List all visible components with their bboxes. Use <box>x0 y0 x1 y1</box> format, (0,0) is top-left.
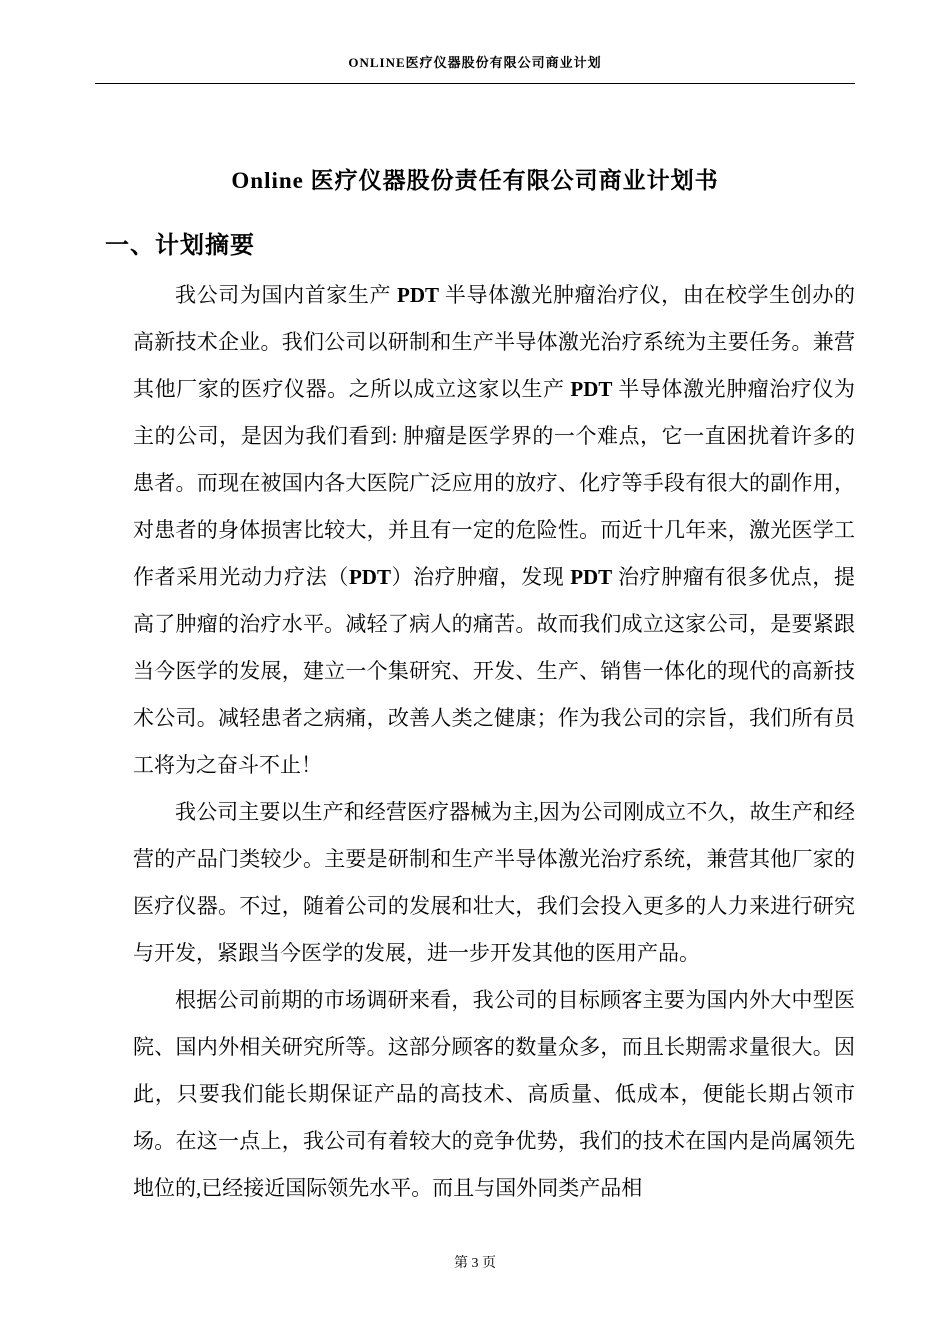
paragraph <box>133 272 855 789</box>
document-title: Online 医疗仪器股份责任有限公司商业计划书 <box>231 168 719 193</box>
text-run: 治疗肿瘤有很多优点，提高了肿瘤的治疗水平。减轻了病人的痛苦。故而我们成立这家公司，是要紧跟当今医学的发展，建立一个集研究、开发、生产、销售一体化的现代的高新技术公司。减轻患者之病痛，改善人类之健康；作为我公司的宗旨，我们所有员工将为之奋斗不止！ <box>133 565 856 777</box>
body-paragraphs <box>95 272 855 1212</box>
bold-text-run: PDT <box>570 565 613 589</box>
section-heading: 一、计划摘要 <box>105 232 255 259</box>
paragraph <box>133 789 855 977</box>
text-run: 半导体激光肿瘤治疗仪，由在校学生创办的高新技术企业。我们公司以研制和生产半导体激光治疗系统为主要任务。兼营其他厂家的医疗仪器。之所以成立这家以生产 <box>133 283 856 401</box>
text-run: 我公司主要以生产和经营医疗器械为主,因为公司刚成立不久，故生产和经营的产品门类较少。主要是研制和生产半导体激光治疗系统，兼营其他厂家的医疗仪器。不过，随着公司的发展和壮大，我们会投入更多的人力来进行研究与开发，紧跟当今医学的发展，进一步开发其他的医用产品。 <box>133 800 855 965</box>
page-number: 第 3 页 <box>454 1256 496 1271</box>
bold-text-run: PDT <box>397 283 440 307</box>
bold-text-run: PDT <box>570 377 613 401</box>
page-footer <box>0 1252 950 1272</box>
page-header-title: ONLINE医疗仪器股份有限公司商业计划 <box>348 55 602 70</box>
paragraph <box>133 977 855 1212</box>
document-body <box>95 100 855 1212</box>
bold-text-run: PDT <box>348 565 391 589</box>
page-header <box>95 52 855 84</box>
text-run: 我公司为国内首家生产 <box>175 283 398 307</box>
text-run: ）治疗肿瘤，发现 <box>390 565 571 589</box>
text-run: 根据公司前期的市场调研来看，我公司的目标顾客主要为国内外大中型医院、国内外相关研究所等。这部分顾客的数量众多，而且长期需求量很大。因此，只要我们能长期保证产品的高技术、高质量、低成本，便能长期占领市场。在这一点上，我公司有着较大的竞争优势，我们的技术在国内是尚属领先地位的,已经接近国际领先水平。而且与国外同类产品相 <box>133 988 855 1200</box>
text-run: 半导体激光肿瘤治疗仪为主的公司，是因为我们看到: 肿瘤是医学界的一个难点，它一直困扰着许多的患者。而现在被国内各大医院广泛应用的放疗、化疗等手段有很大的副作用，对患者的身体损害比较大，并且有一定的危险性。而近十几年来，激光医学工作者采用光动力疗法（ <box>133 377 855 589</box>
